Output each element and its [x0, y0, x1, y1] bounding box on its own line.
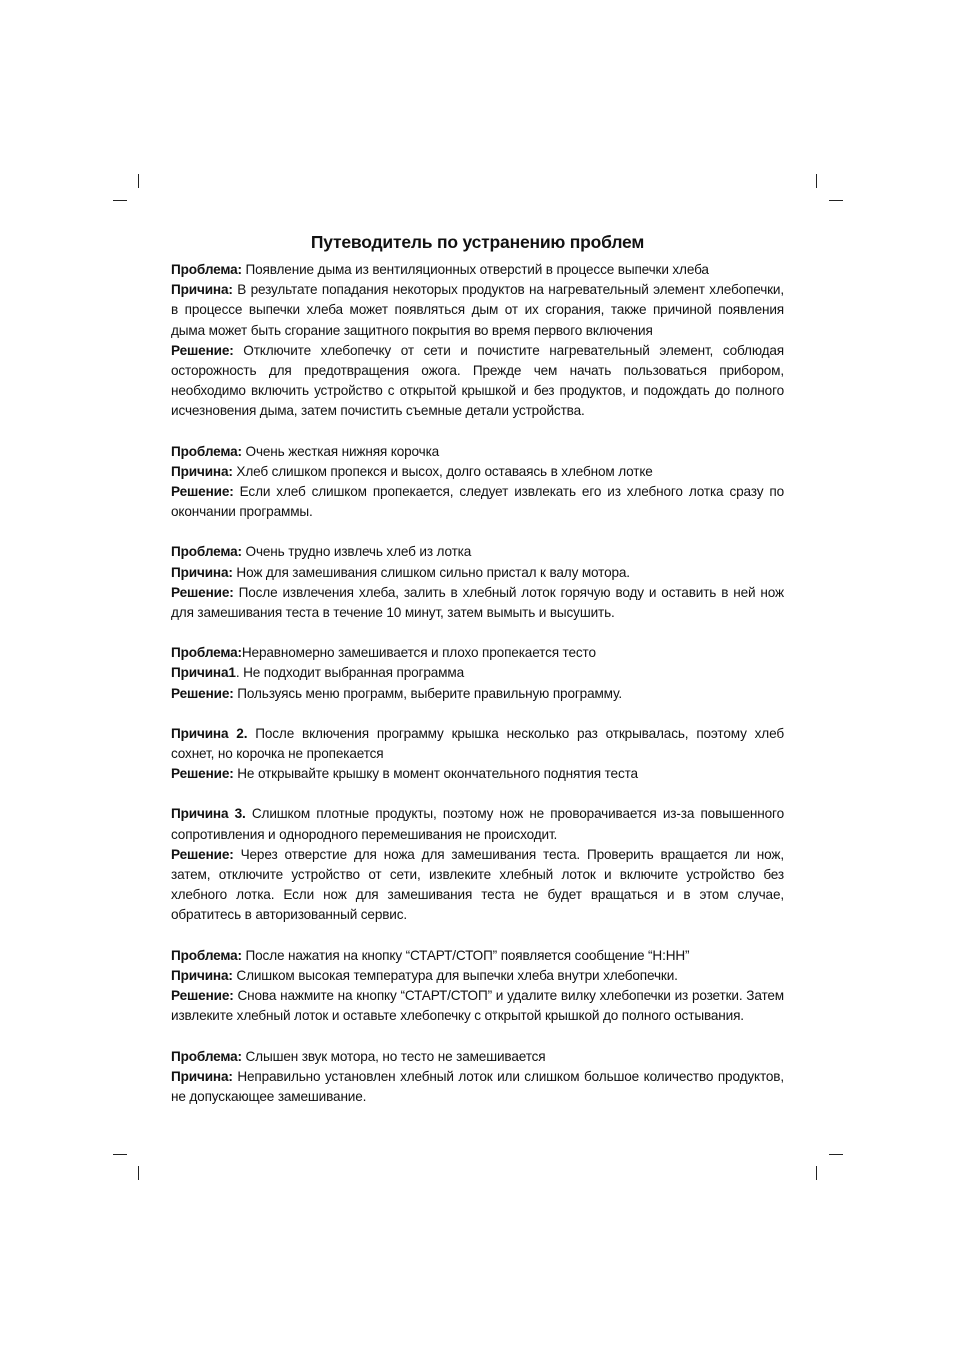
entry-label: Решение: — [171, 988, 234, 1004]
entry-line — [171, 804, 784, 844]
crop-mark-top-left-horizontal — [113, 200, 127, 201]
entry-line — [171, 684, 784, 704]
entry-text: После включения программу крышка несколько раз открывалась, поэтому хлеб сохнет, но корочка не пропекается — [171, 725, 784, 762]
entry-label: Решение: — [171, 846, 234, 862]
entry-line — [171, 986, 784, 1026]
entry-text: Не открывайте крышку в момент окончательного поднятия теста — [233, 766, 638, 782]
entry-line — [171, 724, 784, 764]
entry-text: Слишком высокая температура для выпечки хлеба внутри хлебопечки. — [232, 967, 678, 983]
entry-label: Причина: — [171, 1068, 233, 1084]
entry-text: Неправильно установлен хлебный лоток или слишком большое количество продуктов, не допускающее замешивание. — [171, 1068, 784, 1104]
entry-label: Проблема: — [171, 544, 242, 560]
entry-label: Причина: — [171, 282, 233, 298]
entry-text: Нож для замешивания слишком сильно пристал к валу мотора. — [232, 564, 630, 580]
crop-mark-bottom-left-vertical — [138, 1166, 139, 1180]
entry-line — [171, 946, 784, 966]
crop-mark-top-left-vertical — [138, 174, 139, 188]
entry-line — [171, 845, 784, 926]
entry-line — [171, 764, 784, 784]
entry-text: . Не подходит выбранная программа — [235, 665, 464, 681]
entry-text: После извлечения хлеба, залить в хлебный лоток горячую воду и оставить в ней нож для замешивания теста в течение 10 минут, затем вымыть и высушить. — [171, 584, 784, 621]
entry-label: Причина: — [171, 564, 233, 580]
troubleshooting-block — [171, 643, 784, 704]
entry-label: Причина 2. — [171, 725, 248, 741]
entry-label: Решение: — [171, 484, 234, 500]
entry-text: После нажатия на кнопку “СТАРТ/СТОП” появляется сообщение “Н:НН” — [241, 947, 690, 963]
crop-mark-top-right-vertical — [816, 174, 817, 188]
entry-line — [171, 280, 784, 341]
entry-text: Отключите хлебопечку от сети и почистите нагревательный элемент, соблюдая осторожность для предотвращения ожога. Прежде чем начать пользоваться прибором, необходимо включить устройство с открытой крышкой и без продуктов, и подождать до полного исчезновения дыма, затем почистить съемные детали устройства. — [171, 342, 784, 419]
entry-line — [171, 462, 784, 482]
entry-label: Проблема: — [171, 262, 242, 277]
entry-text: Через отверстие для ножа для замешивания теста. Проверить вращается ли нож, затем, отключите устройство от сети, извлеките хлебный лоток и включите устройство без хлебного лотка. Если нож для замешивания теста не будет вращаться и в этом случае, обратитесь в авторизованный сервис. — [171, 846, 784, 923]
entry-label: Причина1 — [171, 665, 236, 681]
entry-label: Решение: — [171, 685, 234, 701]
entry-label: Проблема: — [171, 947, 242, 963]
entry-label: Проблема: — [171, 1048, 242, 1064]
crop-mark-top-right-horizontal — [829, 200, 843, 201]
entry-text: Очень жесткая нижняя корочка — [241, 443, 440, 459]
document-body — [171, 230, 784, 1127]
troubleshooting-list — [171, 260, 784, 1107]
entry-label: Решение: — [171, 766, 234, 782]
entry-line — [171, 663, 784, 683]
entry-line — [171, 563, 784, 583]
entry-text: Хлеб слишком пропекся и высох, долго оставаясь в хлебном лотке — [232, 463, 653, 479]
entry-text: Очень трудно извлечь хлеб из лотка — [241, 544, 472, 560]
entry-text: В результате попадания некоторых продуктов на нагревательный элемент хлебопечки, в процессе выпечки хлеба может появляться дым от их сгорания, также причиной появления дыма может быть сгорание защитного покрытия во время первого включения — [171, 282, 784, 338]
entry-text: Неравномерно замешивается и плохо пропекается тесто — [241, 645, 596, 661]
troubleshooting-block — [171, 946, 784, 1027]
entry-text: Если хлеб слишком пропекается, следует извлекать его из хлебного лотка сразу по окончании программы. — [171, 484, 784, 520]
entry-line — [171, 966, 784, 986]
entry-line — [171, 1067, 784, 1107]
entry-line — [171, 442, 784, 462]
troubleshooting-block — [171, 442, 784, 523]
crop-mark-bottom-right-vertical — [816, 1166, 817, 1180]
entry-line — [171, 1047, 784, 1067]
entry-label: Причина: — [171, 463, 233, 479]
entry-line — [171, 260, 784, 280]
entry-label: Проблема: — [171, 443, 242, 459]
troubleshooting-block — [171, 260, 784, 422]
entry-line — [171, 643, 784, 663]
entry-label: Причина 3. — [171, 806, 246, 822]
entry-text: Слишком плотные продукты, поэтому нож не проворачивается из-за повышенного сопротивления и однородного перемешивания не происходит. — [171, 806, 784, 842]
entry-label: Решение: — [171, 584, 234, 600]
page-title: Путеводитель по устранению проблем — [310, 232, 645, 252]
entry-text: Появление дыма из вентиляционных отверстий в процессе выпечки хлеба — [241, 262, 709, 277]
entry-line — [171, 583, 784, 623]
entry-line — [171, 341, 784, 422]
entry-label: Проблема: — [171, 645, 242, 661]
entry-label: Решение: — [171, 342, 234, 358]
entry-line — [171, 542, 784, 562]
troubleshooting-block — [171, 724, 784, 785]
troubleshooting-block — [171, 804, 784, 925]
entry-line — [171, 482, 784, 522]
entry-text: Пользуясь меню программ, выберите правильную программу. — [233, 685, 622, 701]
entry-label: Причина: — [171, 967, 233, 983]
crop-mark-bottom-right-horizontal — [829, 1154, 843, 1155]
troubleshooting-block — [171, 542, 784, 623]
entry-text: Слышен звук мотора, но тесто не замешивается — [241, 1048, 546, 1064]
crop-mark-bottom-left-horizontal — [113, 1154, 127, 1155]
entry-text: Снова нажмите на кнопку “СТАРТ/СТОП” и удалите вилку хлебопечки из розетки. Затем извлеките хлебный лоток и оставьте хлебопечку с открытой крышкой до полного остывания. — [171, 988, 784, 1024]
troubleshooting-block — [171, 1047, 784, 1108]
